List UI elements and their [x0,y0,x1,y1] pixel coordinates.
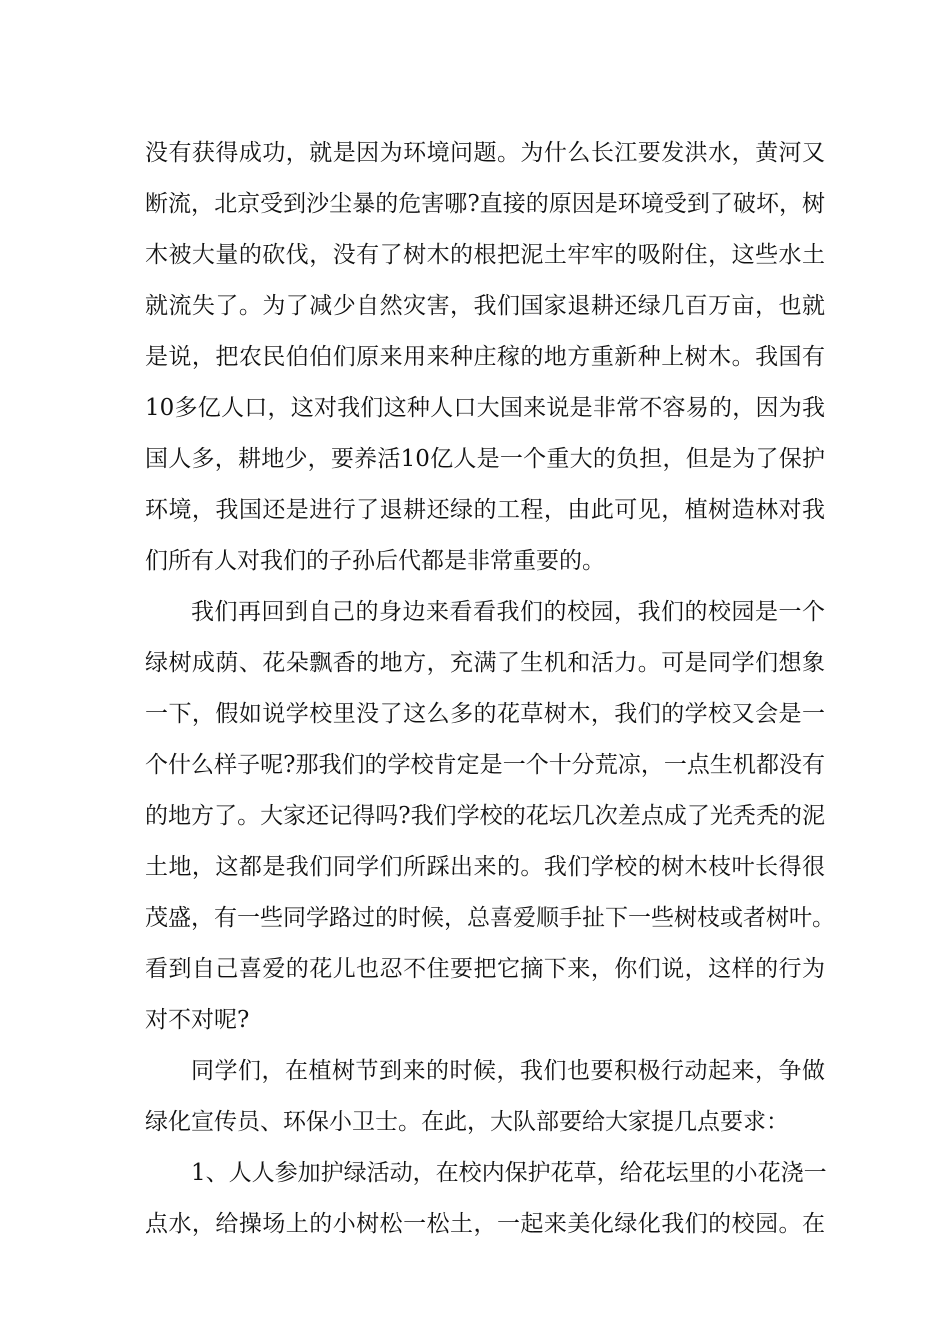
text-line: 的地方了。大家还记得吗?我们学校的花坛几次差点成了光秃秃的泥 [145,803,825,829]
text-line: 点水，给操场上的小树松一松土，一起来美化绿化我们的校园。在 [145,1211,825,1237]
paragraph-end-line: 们所有人对我们的子孙后代都是非常重要的。 [145,548,605,574]
body-text [145,128,835,1250]
text-line: 看到自己喜爱的花儿也忍不住要把它摘下来，你们说，这样的行为 [145,956,825,982]
text-line: 没有获得成功，就是因为环境问题。为什么长江要发洪水，黄河又 [145,140,825,166]
text-line: 一下，假如说学校里没了这么多的花草树木，我们的学校又会是一 [145,701,825,727]
text-line: 茂盛，有一些同学路过的时候，总喜爱顺手扯下一些树枝或者树叶。 [145,905,835,931]
paragraph-first-line: 同学们，在植树节到来的时候，我们也要积极行动起来，争做 [191,1058,825,1084]
text-line: 10多亿人口，这对我们这种人口大国来说是非常不容易的，因为我 [145,395,825,421]
text-line: 断流，北京受到沙尘暴的危害哪?直接的原因是环境受到了破坏，树 [145,191,825,217]
paragraph-end-line: 对不对呢? [145,1007,250,1033]
text-line: 环境，我国还是进行了退耕还绿的工程，由此可见，植树造林对我 [145,497,825,523]
list-item-first-line: 1、人人参加护绿活动，在校内保护花草，给花坛里的小花浇一 [191,1160,827,1186]
text-line: 绿树成荫、花朵飘香的地方，充满了生机和活力。可是同学们想象 [145,650,825,676]
text-line: 就流失了。为了减少自然灾害，我们国家退耕还绿几百万亩，也就 [145,293,825,319]
text-line: 国人多，耕地少，要养活10亿人是一个重大的负担，但是为了保护 [145,446,825,472]
text-line: 是说，把农民伯伯们原来用来种庄稼的地方重新种上树木。我国有 [145,344,825,370]
text-line: 个什么样子呢?那我们的学校肯定是一个十分荒凉，一点生机都没有 [145,752,825,778]
paragraph-end-line: 绿化宣传员、环保小卫士。在此，大队部要给大家提几点要求： [145,1109,789,1135]
text-line: 木被大量的砍伐，没有了树木的根把泥土牢牢的吸附住，这些水土 [145,242,825,268]
text-line: 土地，这都是我们同学们所踩出来的。我们学校的树木枝叶长得很 [145,854,825,880]
paragraph-first-line: 我们再回到自己的身边来看看我们的校园，我们的校园是一个 [191,599,825,625]
